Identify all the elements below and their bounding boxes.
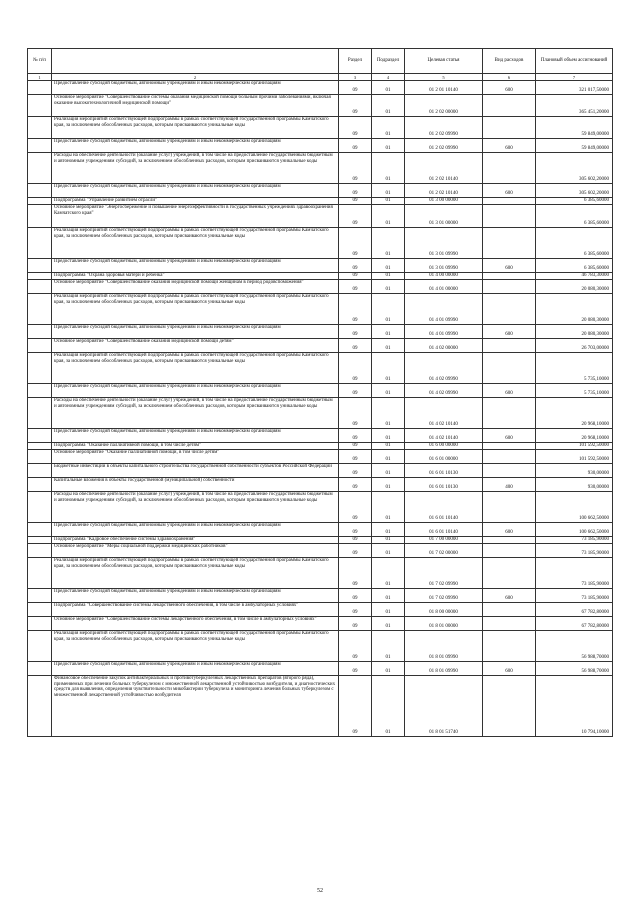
table-row <box>28 325 613 339</box>
header-amount: Плановый объем ассигнований <box>536 49 613 74</box>
cell-name: Реализация мероприятий соответствующей подпрограммы в рамках соответствующей государственной программы Камчатского края, за исключением обособленных расходов, которым присваиваются уникальные коды <box>52 228 339 259</box>
cell-razdel: 09 <box>339 450 372 464</box>
cell-razdel: 09 <box>339 523 372 537</box>
cell-razdel: 09 <box>339 95 372 117</box>
cell-podrazdel: 01 <box>372 353 405 384</box>
cell-podrazdel: 01 <box>372 558 405 589</box>
cell-podrazdel: 01 <box>372 603 405 617</box>
cell-target: 01 8 00 00000 <box>405 603 483 617</box>
cell-amount: 5 735,10000 <box>536 384 613 398</box>
cell-vid <box>483 464 536 478</box>
cell-amount: 67 782,80000 <box>536 603 613 617</box>
cell-vid: 600 <box>483 139 536 153</box>
cell-vid: 600 <box>483 384 536 398</box>
table-header <box>28 49 613 81</box>
row-number-cell <box>28 443 52 450</box>
cell-target: 01 2 02 09990 <box>405 139 483 153</box>
cell-name: Подпрограмма "Совершенствование системы лекарственного обеспечения, в том числе в амбулаторных условиях" <box>52 603 339 617</box>
cell-target: 01 6 01 10130 <box>405 464 483 478</box>
cell-vid <box>483 558 536 589</box>
cell-razdel: 09 <box>339 478 372 492</box>
cell-razdel: 09 <box>339 589 372 603</box>
cell-razdel: 09 <box>339 662 372 676</box>
cell-razdel: 09 <box>339 81 372 95</box>
cell-amount: 73 185,90000 <box>536 558 613 589</box>
cell-target: 01 7 02 00000 <box>405 544 483 558</box>
cell-vid <box>483 450 536 464</box>
cell-vid: 600 <box>483 259 536 273</box>
cell-razdel: 09 <box>339 558 372 589</box>
cell-podrazdel: 01 <box>372 384 405 398</box>
cell-amount: 321 017,50000 <box>536 81 613 95</box>
cell-podrazdel: 01 <box>372 339 405 353</box>
cell-razdel: 09 <box>339 339 372 353</box>
cell-amount: 46 783,30000 <box>536 273 613 280</box>
row-number-cell <box>28 429 52 443</box>
table-row <box>28 662 613 676</box>
cell-vid: 600 <box>483 81 536 95</box>
cell-razdel: 09 <box>339 492 372 523</box>
table-row <box>28 450 613 464</box>
cell-podrazdel: 01 <box>372 205 405 228</box>
cell-vid <box>483 603 536 617</box>
cell-target: 01 4 01 09990 <box>405 325 483 339</box>
cell-razdel: 09 <box>339 205 372 228</box>
cell-razdel: 09 <box>339 429 372 443</box>
cell-razdel: 09 <box>339 117 372 139</box>
cell-razdel: 09 <box>339 603 372 617</box>
table-row <box>28 676 613 737</box>
cell-amount: 305 602,20000 <box>536 184 613 198</box>
cell-podrazdel: 01 <box>372 81 405 95</box>
budget-table <box>27 48 613 737</box>
cell-podrazdel: 01 <box>372 95 405 117</box>
cell-podrazdel: 01 <box>372 544 405 558</box>
cell-vid: 400 <box>483 478 536 492</box>
cell-name: Основное мероприятие "Меры социальной поддержки медицинских работников" <box>52 544 339 558</box>
cell-razdel: 09 <box>339 353 372 384</box>
cell-podrazdel: 01 <box>372 589 405 603</box>
cell-vid <box>483 153 536 184</box>
row-number-cell <box>28 589 52 603</box>
row-number-cell <box>28 273 52 280</box>
table-row <box>28 384 613 398</box>
table-row <box>28 205 613 228</box>
table-row <box>28 492 613 523</box>
cell-target: 01 4 01 09990 <box>405 294 483 325</box>
cell-vid <box>483 198 536 205</box>
header-number: 5 <box>405 74 483 81</box>
cell-amount: 5 735,10000 <box>536 353 613 384</box>
cell-amount: 365 451,20000 <box>536 95 613 117</box>
cell-razdel: 09 <box>339 153 372 184</box>
cell-podrazdel: 01 <box>372 325 405 339</box>
row-number-cell <box>28 464 52 478</box>
cell-podrazdel: 01 <box>372 631 405 662</box>
cell-target: 01 7 02 09990 <box>405 589 483 603</box>
cell-name: Расходы на обеспечение деятельности (оказание услуг) учреждений, в том числе на предоставление государственным бюджетным и автономным учреждениям субсидий, за исключением обособленных расходов, которым присваиваются уникальные коды <box>52 153 339 184</box>
cell-amount: 67 782,80000 <box>536 617 613 631</box>
table-row <box>28 589 613 603</box>
row-number-cell <box>28 81 52 95</box>
cell-name: Предоставление субсидий бюджетным, автономным учреждениям и иным некоммерческим организациям <box>52 81 339 95</box>
cell-target: 01 2 02 00000 <box>405 95 483 117</box>
cell-podrazdel: 01 <box>372 398 405 429</box>
cell-razdel: 09 <box>339 537 372 544</box>
cell-name: Предоставление субсидий бюджетным, автономным учреждениям и иным некоммерческим организациям <box>52 429 339 443</box>
table-row <box>28 117 613 139</box>
cell-name: Расходы на обеспечение деятельности (оказание услуг) учреждений, в том числе на предоставление государственным бюджетным и автономным учреждениям субсидий, за исключением обособленных расходов, которым присваиваются уникальные коды <box>52 398 339 429</box>
cell-amount: 73 185,90000 <box>536 537 613 544</box>
cell-target: 01 7 00 00000 <box>405 537 483 544</box>
row-number-cell <box>28 205 52 228</box>
row-number-cell <box>28 478 52 492</box>
cell-razdel: 09 <box>339 198 372 205</box>
cell-name: Реализация мероприятий соответствующей подпрограммы в рамках соответствующей государственной программы Камчатского края, за исключением обособленных расходов, которым присваиваются уникальные коды <box>52 294 339 325</box>
cell-target: 01 6 01 10140 <box>405 523 483 537</box>
row-number-cell <box>28 184 52 198</box>
row-number-cell <box>28 558 52 589</box>
cell-vid <box>483 339 536 353</box>
cell-target: 01 3 00 00000 <box>405 198 483 205</box>
table-row <box>28 273 613 280</box>
cell-name: Предоставление субсидий бюджетным, автономным учреждениям и иным некоммерческим организациям <box>52 259 339 273</box>
row-number-cell <box>28 523 52 537</box>
row-number-cell <box>28 117 52 139</box>
table-row <box>28 228 613 259</box>
table-row <box>28 339 613 353</box>
row-number-cell <box>28 603 52 617</box>
cell-name: Подпрограмма "Оказание паллиативной помощи, в том числе детям" <box>52 443 339 450</box>
cell-vid <box>483 676 536 737</box>
cell-vid <box>483 398 536 429</box>
cell-target: 01 3 01 00000 <box>405 205 483 228</box>
cell-target: 01 2 01 10140 <box>405 81 483 95</box>
cell-name: Расходы на обеспечение деятельности (оказание услуг) учреждений, в том числе на предоставление государственным бюджетным и автономным учреждениям субсидий, за исключением обособленных расходов, которым присваиваются уникальные коды <box>52 492 339 523</box>
cell-name: Основное мероприятие "Совершенствование системы лекарственного обеспечения, в том числе в амбулаторных условиях" <box>52 617 339 631</box>
cell-name: Реализация мероприятий соответствующей подпрограммы в рамках соответствующей государственной программы Камчатского края, за исключением обособленных расходов, которым присваиваются уникальные коды <box>52 117 339 139</box>
cell-name: Предоставление субсидий бюджетным, автономным учреждениям и иным некоммерческим организациям <box>52 139 339 153</box>
cell-vid: 600 <box>483 589 536 603</box>
cell-target: 01 8 01 09990 <box>405 662 483 676</box>
cell-razdel: 09 <box>339 617 372 631</box>
row-number-cell <box>28 617 52 631</box>
cell-name: Предоставление субсидий бюджетным, автономным учреждениям и иным некоммерческим организациям <box>52 384 339 398</box>
cell-name: Реализация мероприятий соответствующей подпрограммы в рамках соответствующей государственной программы Камчатского края, за исключением обособленных расходов, которым присваиваются уникальные коды <box>52 558 339 589</box>
header-target: Целевая статья <box>405 49 483 74</box>
cell-razdel: 09 <box>339 464 372 478</box>
table-row <box>28 184 613 198</box>
row-number-cell <box>28 662 52 676</box>
row-number-cell <box>28 676 52 737</box>
cell-target: 01 8 01 09990 <box>405 631 483 662</box>
page-number: 52 <box>317 888 323 894</box>
cell-vid: 600 <box>483 325 536 339</box>
cell-amount: 20 968,10000 <box>536 398 613 429</box>
table-row <box>28 603 613 617</box>
row-number-cell <box>28 95 52 117</box>
cell-razdel: 09 <box>339 280 372 294</box>
table-row <box>28 558 613 589</box>
table-row <box>28 544 613 558</box>
cell-name: Предоставление субсидий бюджетным, автономным учреждениям и иным некоммерческим организациям <box>52 523 339 537</box>
cell-amount: 101 592,50000 <box>536 450 613 464</box>
table-row <box>28 259 613 273</box>
cell-razdel: 09 <box>339 228 372 259</box>
cell-podrazdel: 01 <box>372 478 405 492</box>
cell-target: 01 4 02 09990 <box>405 384 483 398</box>
cell-razdel: 09 <box>339 184 372 198</box>
cell-name: Основное мероприятие "Совершенствование системы оказания медицинской помощи больным прочими заболеваниями, включая оказание высокотехнологичной медицинской помощи" <box>52 95 339 117</box>
cell-name: Реализация мероприятий соответствующей подпрограммы в рамках соответствующей государственной программы Камчатского края, за исключением обособленных расходов, которым присваиваются уникальные коды <box>52 353 339 384</box>
cell-name: Подпрограмма "Кадровое обеспечение системы здравоохранения" <box>52 537 339 544</box>
cell-target: 01 4 02 10140 <box>405 398 483 429</box>
cell-target: 01 2 02 10140 <box>405 184 483 198</box>
row-number-cell <box>28 544 52 558</box>
cell-podrazdel: 01 <box>372 617 405 631</box>
cell-amount: 6 385,60000 <box>536 198 613 205</box>
cell-name: Основное мероприятие "Оказание паллиативной помощи, в том числе детям" <box>52 450 339 464</box>
cell-target: 01 8 01 00000 <box>405 617 483 631</box>
cell-target: 01 6 01 10130 <box>405 478 483 492</box>
cell-vid: 600 <box>483 662 536 676</box>
table-row <box>28 537 613 544</box>
cell-podrazdel: 01 <box>372 676 405 737</box>
cell-podrazdel: 01 <box>372 198 405 205</box>
header-name <box>52 49 339 74</box>
cell-amount: 59 849,00000 <box>536 117 613 139</box>
cell-target: 01 4 00 00000 <box>405 273 483 280</box>
cell-name: Подпрограмма "Охрана здоровья матери и ребенка" <box>52 273 339 280</box>
cell-amount: 20 080,30000 <box>536 325 613 339</box>
row-number-cell <box>28 325 52 339</box>
cell-amount: 100 662,50000 <box>536 523 613 537</box>
table-row <box>28 478 613 492</box>
row-number-cell <box>28 631 52 662</box>
cell-name: Подпрограмма "Управление развитием отрасли" <box>52 198 339 205</box>
cell-vid <box>483 353 536 384</box>
cell-podrazdel: 01 <box>372 443 405 450</box>
header-expense-type: Вид расходов <box>483 49 536 74</box>
cell-podrazdel: 01 <box>372 294 405 325</box>
cell-amount: 930,00000 <box>536 478 613 492</box>
cell-razdel: 09 <box>339 273 372 280</box>
cell-vid <box>483 544 536 558</box>
cell-target: 01 4 02 10140 <box>405 429 483 443</box>
header-number: 7 <box>536 74 613 81</box>
row-number-cell <box>28 228 52 259</box>
cell-name: Основное мероприятие "Энергосбережение и повышение энергоэффективности в государственных учреждениях здравоохранения Камчатского края" <box>52 205 339 228</box>
cell-name: Бюджетные инвестиции в объекты капитального строительства государственной собственности субъектов Российской Федерации <box>52 464 339 478</box>
cell-podrazdel: 01 <box>372 259 405 273</box>
cell-razdel: 09 <box>339 259 372 273</box>
cell-amount: 59 849,00000 <box>536 139 613 153</box>
cell-vid: 600 <box>483 184 536 198</box>
cell-vid <box>483 205 536 228</box>
cell-amount: 100 662,50000 <box>536 492 613 523</box>
cell-vid: 600 <box>483 523 536 537</box>
table-row <box>28 464 613 478</box>
header-subsection: Подраздел <box>372 49 405 74</box>
cell-podrazdel: 01 <box>372 537 405 544</box>
table-row <box>28 139 613 153</box>
cell-amount: 6 385,60000 <box>536 228 613 259</box>
cell-vid <box>483 228 536 259</box>
cell-target: 01 4 01 00000 <box>405 280 483 294</box>
row-number-cell <box>28 353 52 384</box>
cell-name: Финансовое обеспечение закупок антибактериальных и противотуберкулезных лекарственных препаратов (второго ряда), применяемых при лечении больных туберкулезом с множественной лекарственной устойчивостью возбудителя, и диагностических средств для выявления, определения чувствительности микобактерии туберкулеза и мониторинга лечения больных туберкулезом с множественной лекарственной устойчивостью возбудителя <box>52 676 339 737</box>
budget-sheet <box>27 48 612 737</box>
cell-amount: 26 703,00000 <box>536 339 613 353</box>
header-no: № п/п <box>28 49 52 74</box>
header-number: 4 <box>372 74 405 81</box>
cell-amount: 930,00000 <box>536 464 613 478</box>
cell-podrazdel: 01 <box>372 153 405 184</box>
table-row <box>28 95 613 117</box>
cell-name: Реализация мероприятий соответствующей подпрограммы в рамках соответствующей государственной программы Камчатского края, за исключением обособленных расходов, которым присваиваются уникальные коды <box>52 631 339 662</box>
cell-vid <box>483 273 536 280</box>
header-number: 3 <box>339 74 372 81</box>
table-row <box>28 631 613 662</box>
row-number-cell <box>28 537 52 544</box>
cell-target: 01 3 01 09990 <box>405 259 483 273</box>
cell-razdel: 09 <box>339 325 372 339</box>
cell-amount: 6 385,60000 <box>536 205 613 228</box>
cell-podrazdel: 01 <box>372 492 405 523</box>
table-row <box>28 81 613 95</box>
table-row <box>28 153 613 184</box>
cell-amount: 73 185,90000 <box>536 589 613 603</box>
cell-vid <box>483 95 536 117</box>
cell-podrazdel: 01 <box>372 117 405 139</box>
cell-name: Капитальные вложения в объекты государственной (муниципальной) собственности <box>52 478 339 492</box>
cell-target: 01 2 02 10140 <box>405 153 483 184</box>
cell-razdel: 09 <box>339 676 372 737</box>
cell-target: 01 4 02 00000 <box>405 339 483 353</box>
cell-vid <box>483 117 536 139</box>
table-row <box>28 280 613 294</box>
cell-name: Предоставление субсидий бюджетным, автономным учреждениям и иным некоммерческим организациям <box>52 589 339 603</box>
cell-podrazdel: 01 <box>372 280 405 294</box>
cell-name: Основное мероприятие "Совершенствование оказания медицинской помощи детям" <box>52 339 339 353</box>
cell-target: 01 7 02 09990 <box>405 558 483 589</box>
header-number: 1 <box>28 74 52 81</box>
cell-vid <box>483 617 536 631</box>
cell-podrazdel: 01 <box>372 450 405 464</box>
cell-name: Предоставление субсидий бюджетным, автономным учреждениям и иным некоммерческим организациям <box>52 325 339 339</box>
row-number-cell <box>28 294 52 325</box>
cell-amount: 10 794,10000 <box>536 676 613 737</box>
table-row <box>28 523 613 537</box>
row-number-cell <box>28 139 52 153</box>
cell-razdel: 09 <box>339 384 372 398</box>
cell-podrazdel: 01 <box>372 523 405 537</box>
table-body <box>28 81 613 737</box>
header-section: Раздел <box>339 49 372 74</box>
row-number-cell <box>28 280 52 294</box>
cell-razdel: 09 <box>339 294 372 325</box>
cell-amount: 305 602,20000 <box>536 153 613 184</box>
table-row <box>28 398 613 429</box>
cell-amount: 101 592,50000 <box>536 443 613 450</box>
cell-podrazdel: 01 <box>372 184 405 198</box>
row-number-cell <box>28 384 52 398</box>
cell-target: 01 6 01 00000 <box>405 450 483 464</box>
table-row <box>28 429 613 443</box>
row-number-cell <box>28 198 52 205</box>
cell-razdel: 09 <box>339 544 372 558</box>
header-number: 6 <box>483 74 536 81</box>
cell-target: 01 2 02 09990 <box>405 117 483 139</box>
cell-amount: 20 080,30000 <box>536 280 613 294</box>
cell-podrazdel: 01 <box>372 464 405 478</box>
table-row <box>28 443 613 450</box>
table-row <box>28 294 613 325</box>
table-row <box>28 353 613 384</box>
cell-amount: 20 080,30000 <box>536 294 613 325</box>
row-number-cell <box>28 450 52 464</box>
cell-podrazdel: 01 <box>372 139 405 153</box>
cell-target: 01 8 01 51740 <box>405 676 483 737</box>
cell-podrazdel: 01 <box>372 429 405 443</box>
cell-target: 01 6 01 10140 <box>405 492 483 523</box>
cell-vid <box>483 294 536 325</box>
header-number: 2 <box>52 74 339 81</box>
cell-amount: 56 988,70000 <box>536 662 613 676</box>
cell-razdel: 09 <box>339 443 372 450</box>
cell-vid <box>483 492 536 523</box>
cell-razdel: 09 <box>339 398 372 429</box>
cell-podrazdel: 01 <box>372 662 405 676</box>
cell-vid <box>483 631 536 662</box>
cell-vid <box>483 280 536 294</box>
cell-vid: 600 <box>483 429 536 443</box>
cell-name: Предоставление субсидий бюджетным, автономным учреждениям и иным некоммерческим организациям <box>52 662 339 676</box>
table-row <box>28 617 613 631</box>
cell-amount: 73 185,90000 <box>536 544 613 558</box>
cell-amount: 6 385,60000 <box>536 259 613 273</box>
cell-razdel: 09 <box>339 631 372 662</box>
cell-razdel: 09 <box>339 139 372 153</box>
cell-podrazdel: 01 <box>372 228 405 259</box>
cell-amount: 20 968,10000 <box>536 429 613 443</box>
table-row <box>28 198 613 205</box>
cell-name: Основное мероприятие "Совершенствование оказания медицинской помощи женщинам в период родовспоможения" <box>52 280 339 294</box>
row-number-cell <box>28 339 52 353</box>
cell-name: Предоставление субсидий бюджетным, автономным учреждениям и иным некоммерческим организациям <box>52 184 339 198</box>
cell-amount: 56 988,70000 <box>536 631 613 662</box>
cell-target: 01 6 00 00000 <box>405 443 483 450</box>
row-number-cell <box>28 259 52 273</box>
cell-podrazdel: 01 <box>372 273 405 280</box>
row-number-cell <box>28 153 52 184</box>
cell-vid <box>483 443 536 450</box>
row-number-cell <box>28 398 52 429</box>
cell-vid <box>483 537 536 544</box>
cell-target: 01 3 01 09990 <box>405 228 483 259</box>
row-number-cell <box>28 492 52 523</box>
cell-target: 01 4 02 09990 <box>405 353 483 384</box>
